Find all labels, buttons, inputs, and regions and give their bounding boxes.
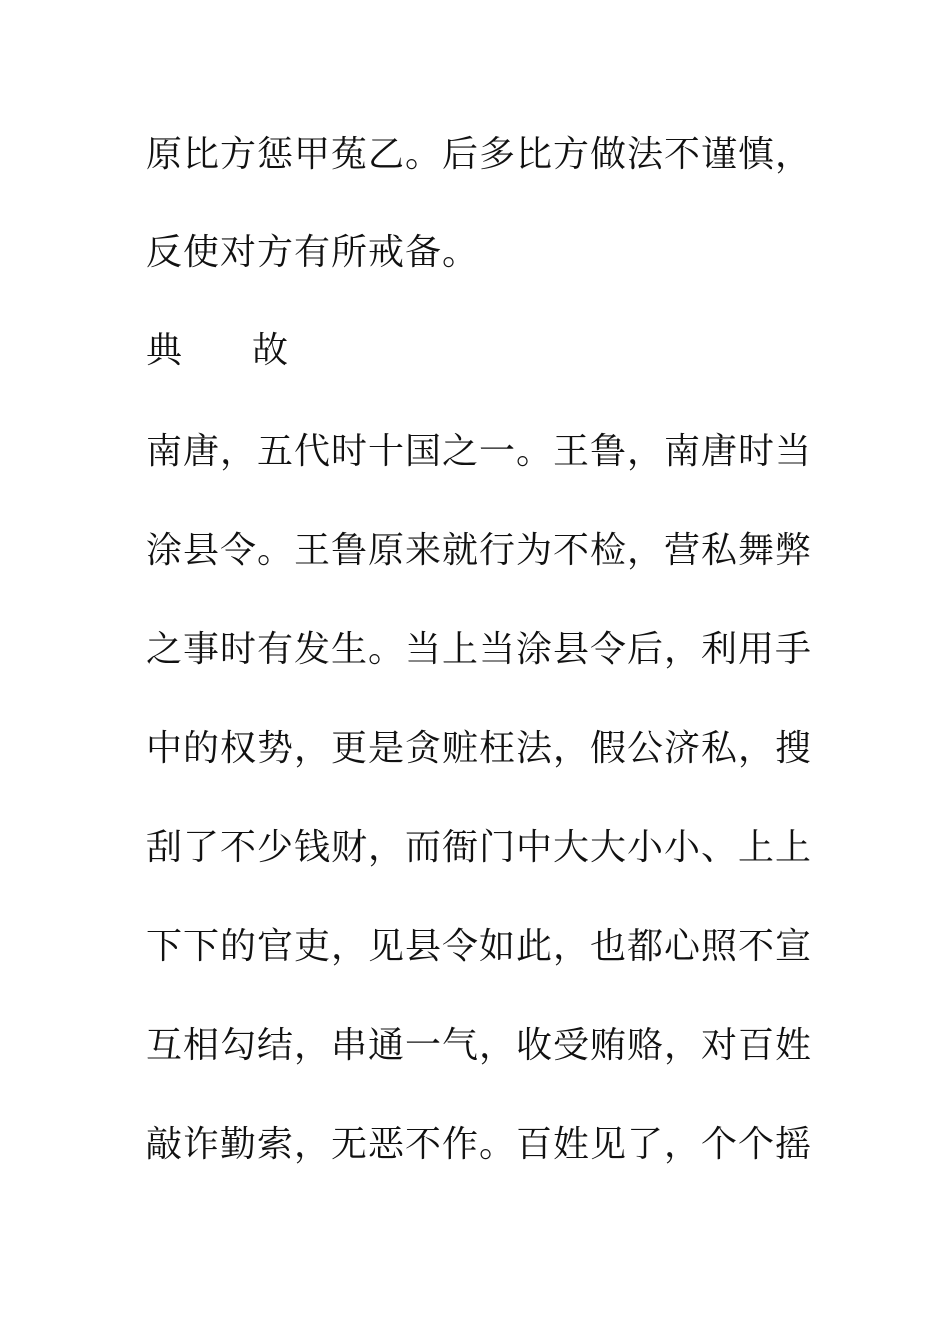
intro-line-2: 反使对方有所戒备。 [146,232,480,273]
story-line-3: 之事时有发生。当上当涂县令后，利用手 [146,629,813,670]
story-line-4: 中的权势，更是贪赃枉法，假公济私，搜 [146,728,813,769]
heading-char-2: 故 [252,330,289,371]
section-heading [146,331,288,371]
story-line-8: 敲诈勤索，无恶不作。百姓见了，个个摇 [146,1124,813,1165]
story-line-6: 下下的官吏，见县令如此，也都心照不宣 [146,926,813,967]
story-line-1: 南唐，五代时十国之一。王鲁，南唐时当 [146,431,813,472]
story-line-5: 刮了不少钱财，而衙门中大大小小、上上 [146,827,813,868]
story-line-7: 互相勾结，串通一气，收受贿赂，对百姓 [146,1025,813,1066]
heading-char-1: 典 [146,330,183,371]
story-line-2: 涂县令。王鲁原来就行为不检，营私舞弊 [146,530,813,571]
intro-line-1: 原比方惩甲菟乙。后多比方做法不谨慎， [146,134,813,175]
